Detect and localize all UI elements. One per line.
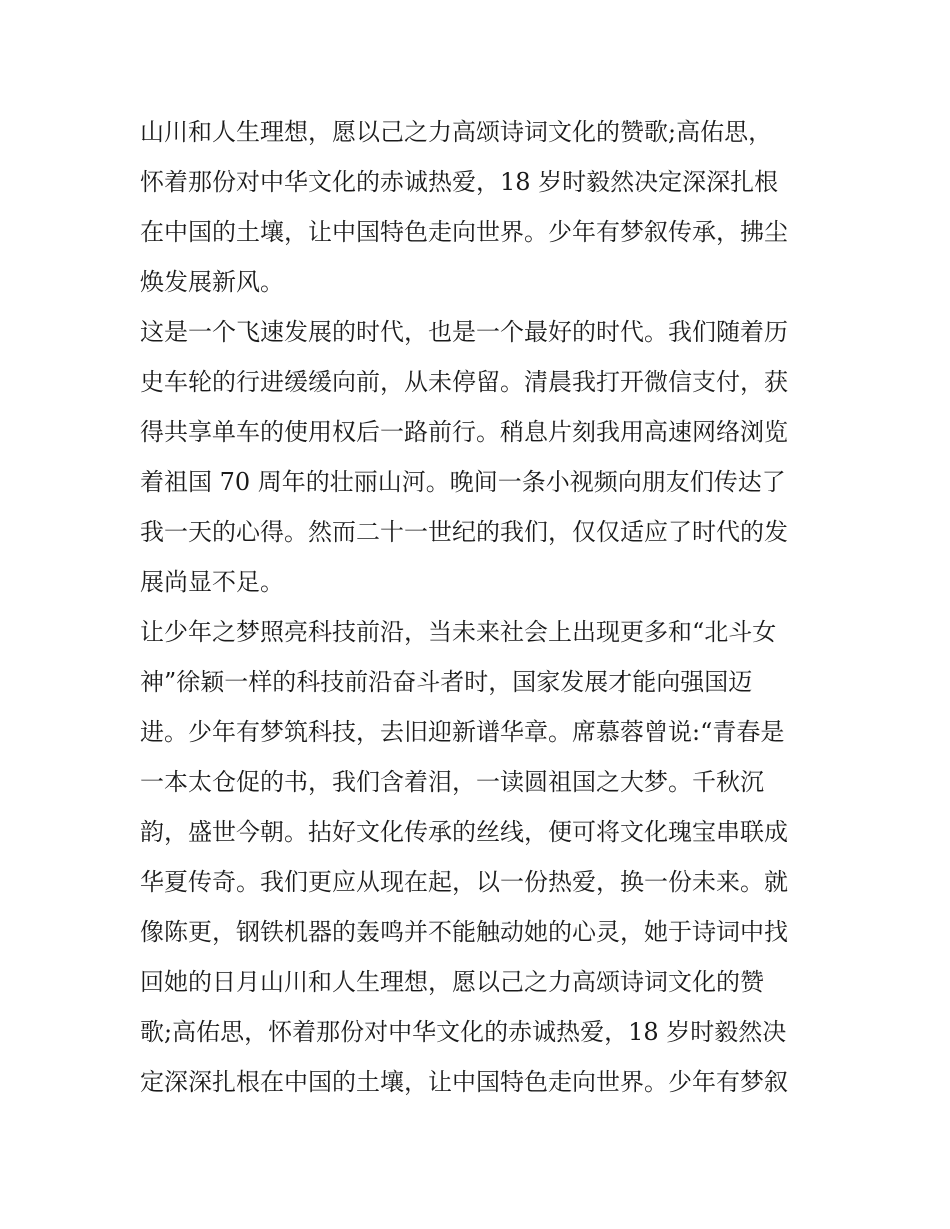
text-line: 让少年之梦照亮科技前沿，当未来社会上出现更多和“北斗女 — [140, 618, 777, 646]
text-line: 怀着那份对中华文化的赤诚热爱，18 岁时毅然决定深深扎根 — [140, 168, 779, 196]
text-line: 山川和人生理想，愿以己之力高颂诗词文化的赞歌;高佑思， — [140, 118, 773, 146]
text-line: 韵，盛世今朝。拈好文化传承的丝线，便可将文化瑰宝串联成 — [140, 818, 788, 846]
text-line: 像陈更，钢铁机器的轰鸣并不能触动她的心灵，她于诗词中找 — [140, 918, 788, 946]
text-line: 一本太仓促的书，我们含着泪，一读圆祖国之大梦。千秋沉 — [140, 768, 764, 796]
text-line: 神”徐颖一样的科技前沿奋斗者时，国家发展才能向强国迈 — [140, 668, 753, 696]
text-line: 着祖国 70 周年的壮丽山河。晚间一条小视频向朋友们传达了 — [140, 468, 786, 496]
text-line: 我一天的心得。然而二十一世纪的我们，仅仅适应了时代的发 — [140, 518, 788, 546]
text-line: 在中国的土壤，让中国特色走向世界。少年有梦叙传承，拂尘 — [140, 218, 788, 246]
text-line: 史车轮的行进缓缓向前，从未停留。清晨我打开微信支付，获 — [140, 368, 788, 396]
text-line: 回她的日月山川和人生理想，愿以己之力高颂诗词文化的赞 — [140, 968, 764, 996]
text-line: 这是一个飞速发展的时代，也是一个最好的时代。我们随着历 — [140, 318, 788, 346]
text-line: 得共享单车的使用权后一路前行。稍息片刻我用高速网络浏览 — [140, 418, 788, 446]
text-line: 展尚显不足。 — [140, 568, 284, 596]
text-line: 定深深扎根在中国的土壤，让中国特色走向世界。少年有梦叙 — [140, 1068, 788, 1096]
text-line: 歌;高佑思，怀着那份对中华文化的赤诚热爱，18 岁时毅然决 — [140, 1018, 787, 1046]
text-line: 进。少年有梦筑科技，去旧迎新谱华章。席慕蓉曾说:“青春是 — [140, 718, 785, 746]
text-line: 焕发展新风。 — [140, 268, 284, 296]
essay-text — [140, 107, 820, 1107]
text-line: 华夏传奇。我们更应从现在起，以一份热爱，换一份未来。就 — [140, 868, 788, 896]
